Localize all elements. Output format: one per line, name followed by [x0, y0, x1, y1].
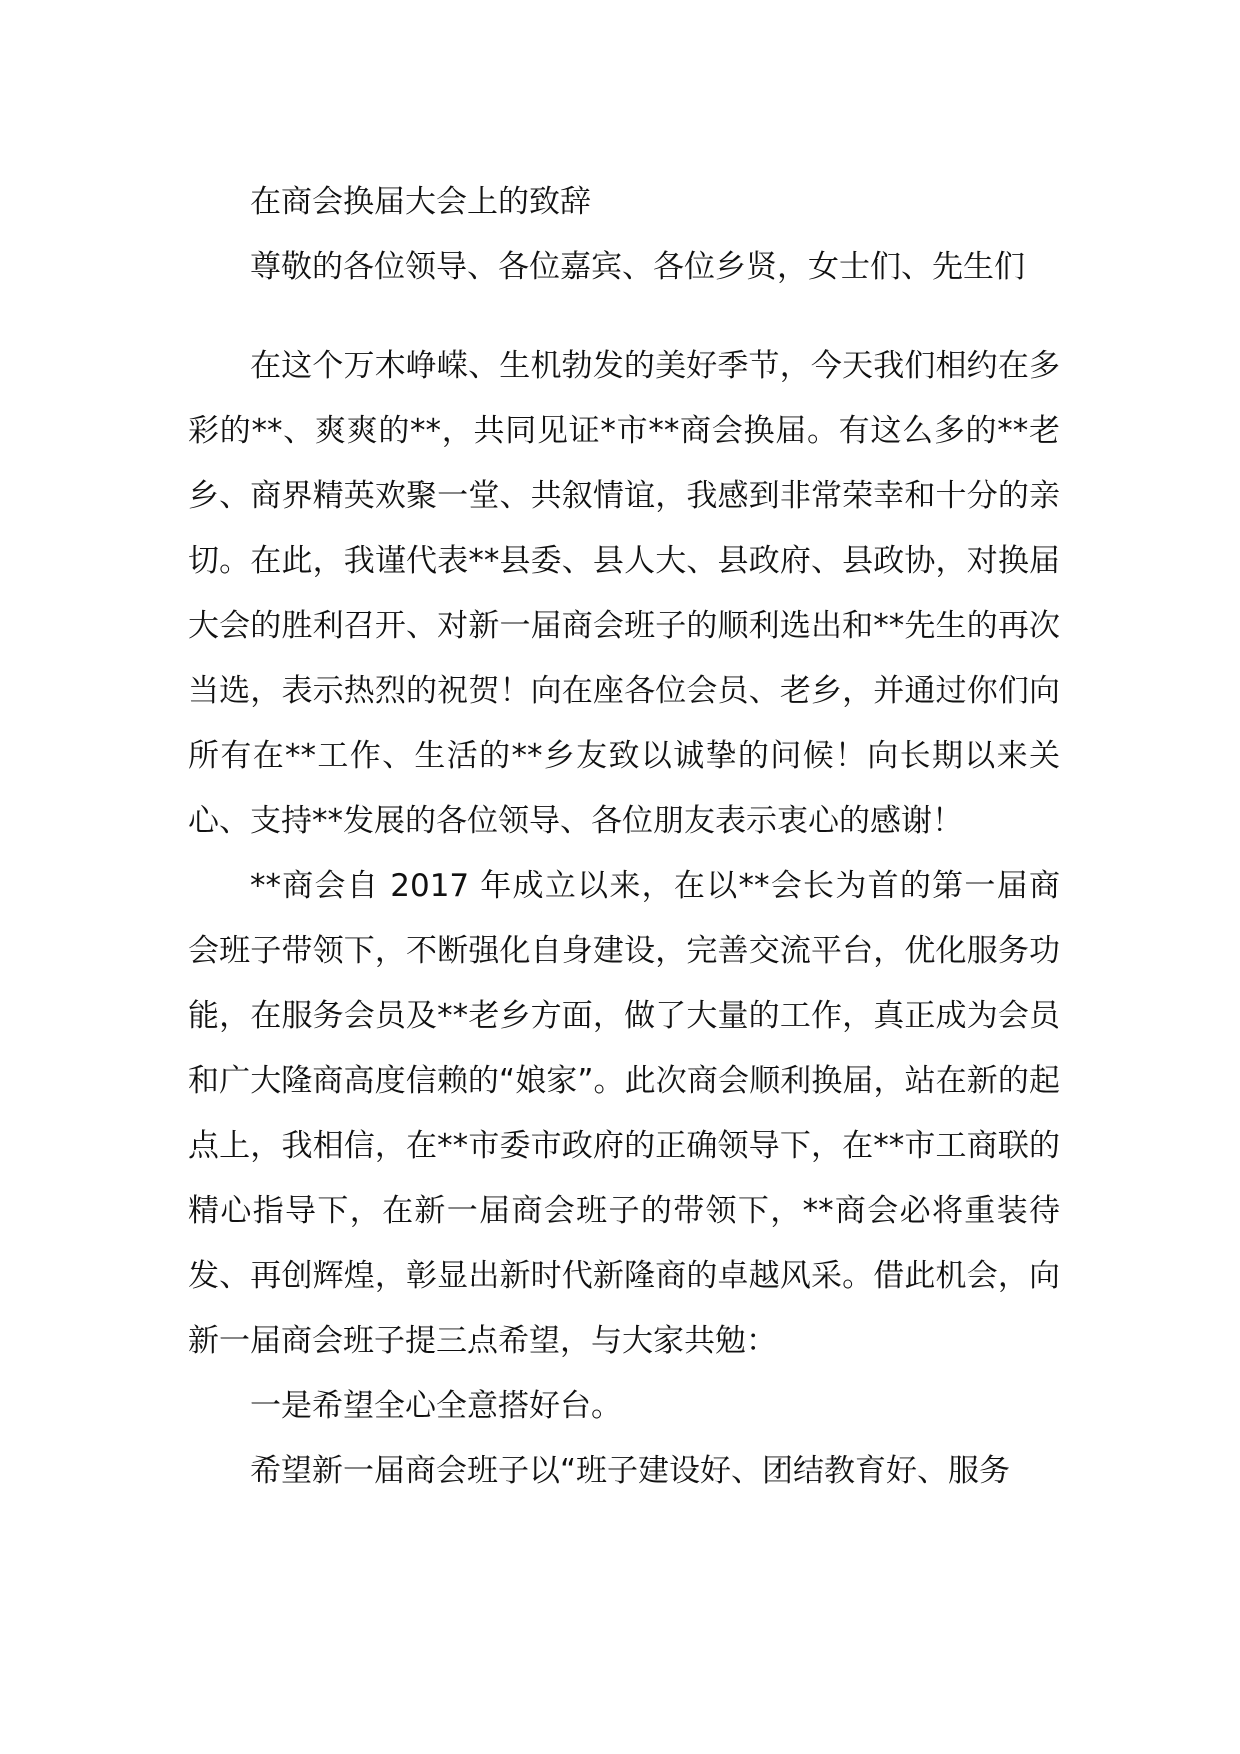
paragraph-chamber-history: **商会自 2017 年成立以来，在以**会长为首的第一届商会班子带领下，不断强化自身建设，完善交流平台，优化服务功能，在服务会员及**老乡方面，做了大量的工作，真正成为会员和广大隆商高度信赖的“娘家”。此次商会顺利换届，站在新的起点上，我相信，在**市委市政府的正确领导下，在**市工商联的精心指导下，在新一届商会班子的带领下，**商会必将重装待发、再创辉煌，彰显出新时代新隆商的卓越风采。借此机会，向新一届商会班子提三点希望，与大家共勉：: [188, 868, 1060, 1359]
document-body: [188, 170, 1060, 1504]
paragraph-first-hope-detail: 希望新一届商会班子以“班子建设好、团结教育好、服务: [250, 1453, 1011, 1489]
document-title: 在商会换届大会上的致辞: [250, 184, 591, 220]
paragraph-greeting: 在这个万木峥嵘、生机勃发的美好季节，今天我们相约在多彩的**、爽爽的**，共同见证*市**商会换届。有这么多的**老乡、商界精英欢聚一堂、共叙情谊，我感到非常荣幸和十分的亲切。在此，我谨代表**县委、县人大、县政府、县政协，对换届大会的胜利召开、对新一届商会班子的顺利选出和**先生的再次当选，表示热烈的祝贺！向在座各位会员、老乡，并通过你们向所有在**工作、生活的**乡友致以诚挚的问候！向长期以来关心、支持**发展的各位领导、各位朋友表示衷心的感谢！: [188, 348, 1060, 839]
paragraph-first-hope: 一是希望全心全意搭好台。: [250, 1388, 622, 1424]
salutation: 尊敬的各位领导、各位嘉宾、各位乡贤，女士们、先生们: [250, 249, 1025, 285]
